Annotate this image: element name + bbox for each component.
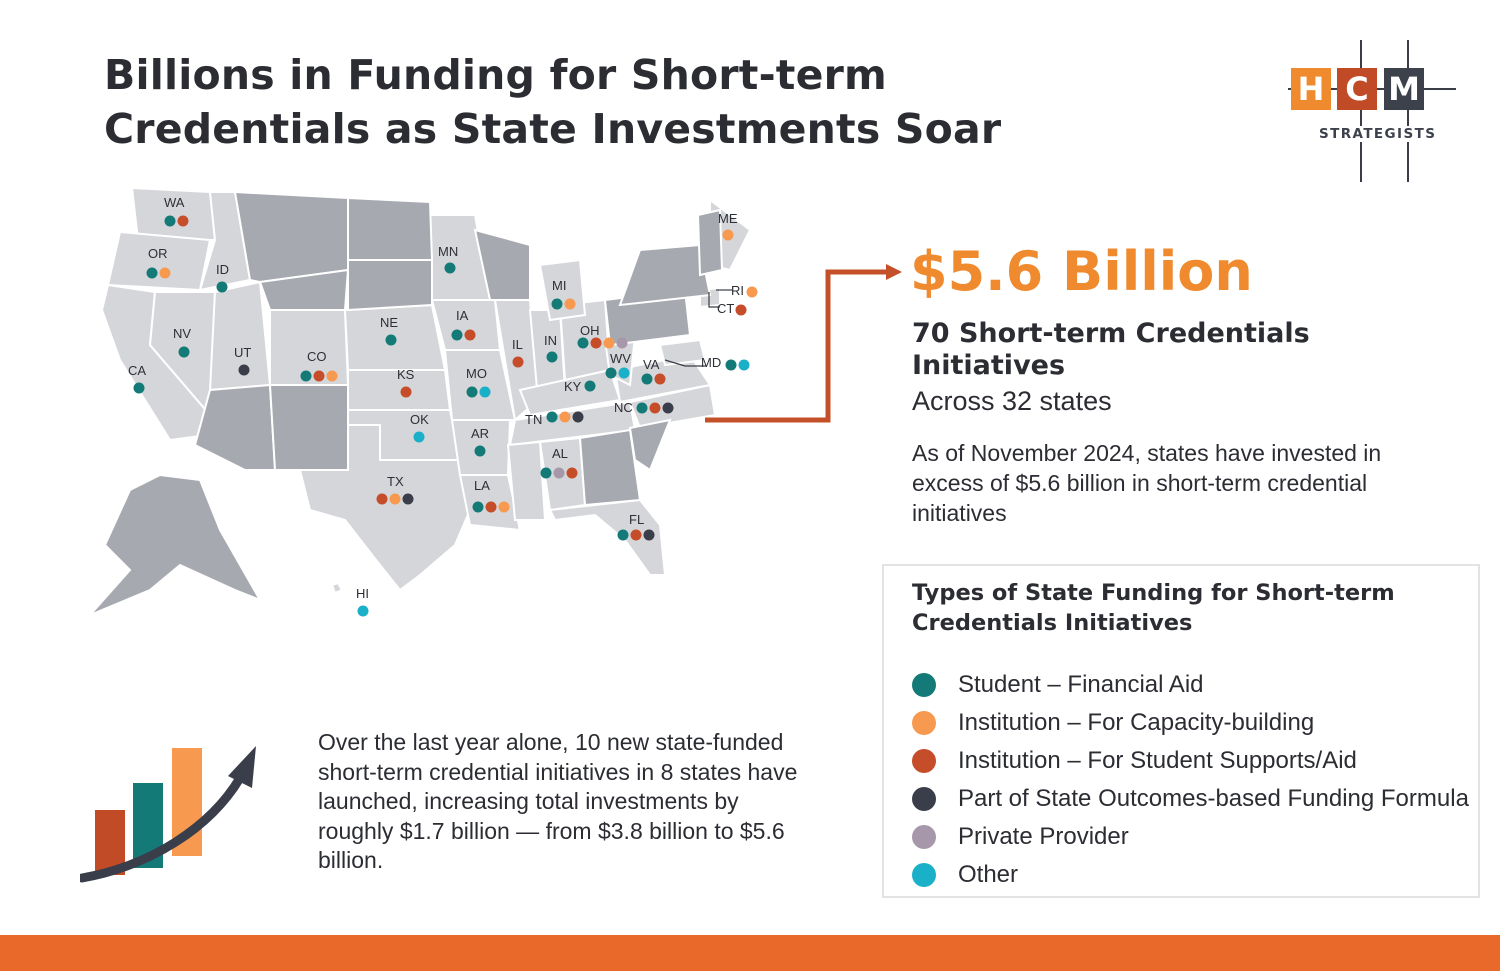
- legend-label: Student – Financial Aid: [958, 671, 1204, 698]
- state-dot-nc: [637, 403, 648, 414]
- map-region-ut: [210, 282, 270, 390]
- state-label-or: OR: [148, 246, 168, 261]
- state-dot-ia: [452, 330, 463, 341]
- legend-color-dot: [912, 673, 936, 697]
- legend-color-dot: [912, 749, 936, 773]
- state-dot-la: [473, 502, 484, 513]
- us-map: [60, 170, 780, 630]
- state-dot-mo: [480, 387, 491, 398]
- state-dot-mi: [565, 299, 576, 310]
- map-region-mt: [235, 192, 348, 282]
- state-dot-ca: [134, 383, 145, 394]
- state-label-id: ID: [216, 262, 229, 277]
- state-dot-id: [217, 282, 228, 293]
- state-label-mi: MI: [552, 278, 567, 293]
- state-dot-nv: [179, 347, 190, 358]
- state-dot-la: [486, 502, 497, 513]
- state-dot-fl: [631, 530, 642, 541]
- legend-label: Other: [958, 861, 1019, 888]
- state-label-tx: TX: [387, 474, 404, 489]
- callout-arrow: [700, 262, 910, 432]
- state-dot-fl: [644, 530, 655, 541]
- state-dot-mn: [445, 263, 456, 274]
- state-dot-co: [327, 371, 338, 382]
- state-dot-me: [723, 230, 734, 241]
- state-label-ia: IA: [456, 308, 469, 323]
- state-dot-tx: [377, 494, 388, 505]
- state-dot-tx: [390, 494, 401, 505]
- legend-label: Part of State Outcomes-based Funding Formula: [958, 785, 1469, 812]
- state-dot-oh: [604, 338, 615, 349]
- map-region-sd: [348, 260, 432, 310]
- state-label-oh: OH: [580, 323, 600, 338]
- state-dot-al: [541, 468, 552, 479]
- map-region-or: [108, 232, 210, 290]
- state-label-ut: UT: [234, 345, 252, 360]
- state-dot-la: [499, 502, 510, 513]
- state-dot-nc: [663, 403, 674, 414]
- logo-letter-c: C: [1337, 68, 1377, 110]
- state-label-ok: OK: [410, 412, 429, 427]
- state-dot-oh: [578, 338, 589, 349]
- state-label-ne: NE: [380, 315, 399, 330]
- state-dot-or: [160, 268, 171, 279]
- map-region-nm: [270, 385, 348, 470]
- state-dot-ia: [465, 330, 476, 341]
- state-label-la: LA: [474, 478, 490, 493]
- state-dot-il: [513, 357, 524, 368]
- headline-description: As of November 2024, states have invested in excess of $5.6 billion in short-term credential initiatives: [912, 440, 1382, 526]
- state-label-ct: CT: [717, 301, 735, 316]
- state-dot-va: [655, 374, 666, 385]
- legend-item: [912, 856, 1469, 894]
- map-region-ny: [620, 245, 710, 305]
- state-dot-tn: [547, 412, 558, 423]
- state-dot-tn: [560, 412, 571, 423]
- legend-box: [882, 564, 1480, 898]
- legend-label: Institution – For Capacity-building: [958, 709, 1315, 736]
- logo-vertical-line: [1360, 40, 1362, 182]
- map-region-ms: [508, 442, 545, 520]
- legend-item: [912, 742, 1469, 780]
- legend-item: [912, 666, 1469, 704]
- hcm-logo: [1288, 40, 1468, 185]
- state-dot-wa: [178, 216, 189, 227]
- state-dot-co: [314, 371, 325, 382]
- state-dot-nc: [650, 403, 661, 414]
- state-dot-or: [147, 268, 158, 279]
- headline-amount: $5.6 Billion: [910, 240, 1253, 303]
- legend-item: [912, 780, 1469, 818]
- title-line-2: Credentials as State Investments Soar: [104, 105, 1002, 153]
- legend-title: Types of State Funding for Short-term Credentials Initiatives: [912, 580, 1395, 636]
- legend-color-dot: [912, 711, 936, 735]
- legend-item: [912, 704, 1469, 742]
- growth-description: Over the last year alone, 10 new state-funded short-term credential initiatives in 8 states have launched, increasing total investments by roughly $1.7 billion — from $3.8 billion to $5.6 billion.: [318, 729, 798, 873]
- legend-item: [912, 818, 1469, 856]
- state-label-md: MD: [701, 355, 722, 370]
- state-label-co: CO: [307, 349, 327, 364]
- legend-label: Institution – For Student Supports/Aid: [958, 747, 1357, 774]
- legend-list: [912, 666, 1469, 894]
- state-label-tn: TN: [525, 412, 543, 427]
- logo-tagline: STRATEGISTS: [1314, 126, 1469, 142]
- title-line-1: Billions in Funding for Short-term: [104, 51, 887, 99]
- state-dot-al: [554, 468, 565, 479]
- state-dot-mo: [467, 387, 478, 398]
- state-label-mo: MO: [466, 366, 487, 381]
- state-label-ks: KS: [397, 367, 415, 382]
- map-region-sc: [630, 420, 670, 470]
- page-title: [104, 48, 1004, 156]
- map-region-nd: [348, 198, 432, 260]
- state-label-wa: WA: [164, 195, 185, 210]
- state-dot-ok: [414, 432, 425, 443]
- state-dot-tn: [573, 412, 584, 423]
- state-dot-wv: [606, 368, 617, 379]
- logo-letter-h: H: [1291, 68, 1331, 110]
- legend-label: Private Provider: [958, 823, 1129, 850]
- state-label-mn: MN: [438, 244, 459, 259]
- state-dot-al: [567, 468, 578, 479]
- state-label-ca: CA: [128, 363, 147, 378]
- state-dot-va: [642, 374, 653, 385]
- map-region-ga: [580, 430, 640, 505]
- state-dot-tx: [403, 494, 414, 505]
- state-dot-mi: [552, 299, 563, 310]
- map-region-ak: [90, 475, 260, 615]
- legend-color-dot: [912, 787, 936, 811]
- legend-color-dot: [912, 863, 936, 887]
- state-dot-ne: [386, 335, 397, 346]
- state-dot-fl: [618, 530, 629, 541]
- map-region-az: [195, 385, 275, 470]
- state-dot-wv: [619, 368, 630, 379]
- state-label-in: IN: [544, 333, 557, 348]
- state-label-fl: FL: [629, 512, 645, 527]
- growth-chart-icon: [80, 738, 270, 888]
- headline-initiatives: 70 Short-term Credentials Initiatives: [912, 318, 1310, 381]
- state-dot-co: [301, 371, 312, 382]
- headline-states: Across 32 states: [912, 386, 1112, 416]
- state-dot-ar: [475, 446, 486, 457]
- state-dot-ks: [401, 387, 412, 398]
- state-label-al: AL: [552, 446, 568, 461]
- state-dot-in: [547, 352, 558, 363]
- state-label-ar: AR: [471, 426, 490, 441]
- state-label-il: IL: [512, 337, 523, 352]
- state-label-me: ME: [718, 211, 738, 226]
- state-label-nv: NV: [173, 326, 192, 341]
- state-label-ri: RI: [731, 283, 744, 298]
- legend-color-dot: [912, 825, 936, 849]
- logo-vertical-line: [1407, 40, 1409, 182]
- state-dot-oh: [591, 338, 602, 349]
- footer-bar: [0, 935, 1500, 971]
- logo-letter-m: M: [1384, 68, 1424, 110]
- state-label-nc: NC: [614, 400, 633, 415]
- state-dot-ut: [239, 365, 250, 376]
- map-region-md: [660, 340, 705, 365]
- state-dot-wa: [165, 216, 176, 227]
- state-dot-hi: [358, 606, 369, 617]
- map-region-hi: [332, 583, 342, 593]
- state-label-va: VA: [643, 357, 660, 372]
- state-label-wv: WV: [610, 351, 631, 366]
- state-dot-ky: [585, 381, 596, 392]
- state-label-ky: KY: [564, 379, 582, 394]
- state-dot-oh: [617, 338, 628, 349]
- state-label-hi: HI: [356, 586, 369, 601]
